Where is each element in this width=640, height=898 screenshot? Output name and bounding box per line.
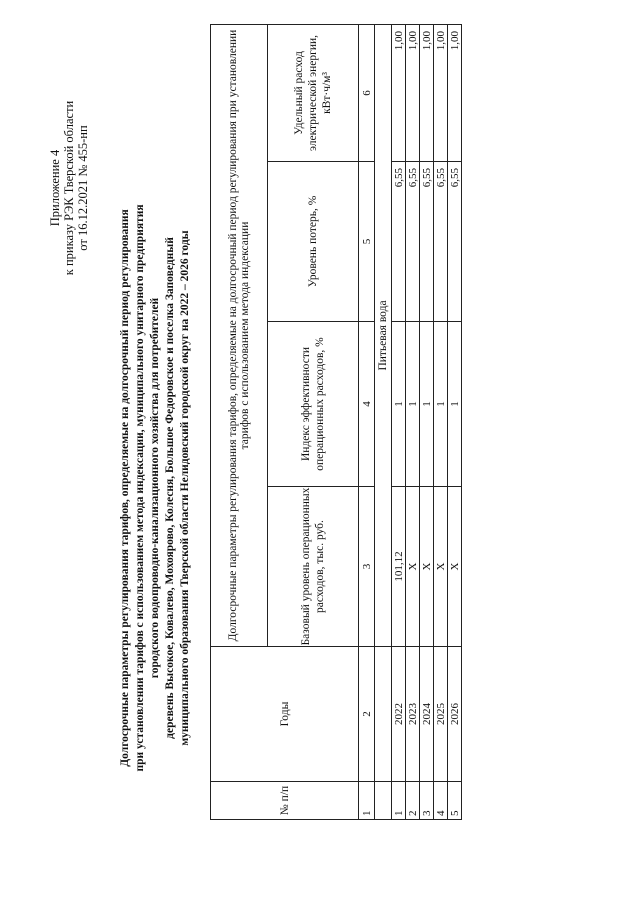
column-number: 6: [359, 24, 375, 161]
header-no: № п/п: [211, 782, 359, 820]
column-number: 3: [359, 487, 375, 647]
header-loss-level: Уровень потерь, %: [268, 162, 359, 322]
header-efficiency-index: Индекс эффективности операционных расходов, %: [268, 322, 359, 487]
row-efficiency-index: 1: [392, 322, 406, 487]
row-base-opex: X: [448, 487, 462, 647]
row-loss-level: 6,55: [392, 162, 406, 322]
appendix-note: [48, 38, 90, 338]
row-energy-use: 1,00: [406, 24, 420, 161]
row-base-opex: X: [434, 487, 448, 647]
table-row: [392, 24, 406, 819]
row-number: 1: [392, 782, 406, 820]
row-efficiency-index: 1: [434, 322, 448, 487]
row-efficiency-index: 1: [406, 322, 420, 487]
row-loss-level: 6,55: [434, 162, 448, 322]
row-loss-level: 6,55: [448, 162, 462, 322]
row-year: 2026: [448, 647, 462, 782]
section-empty-cell: [375, 647, 392, 782]
title-line-3: городского водопроводно-канализационного хозяйства для потребителей: [149, 297, 161, 679]
header-group: Долгосрочные параметры регулирования тарифов, определяемые на долгосрочный период регулирования при установлении тарифов с использованием метода индексации: [211, 24, 268, 646]
table-row: [448, 24, 462, 819]
header-years: Годы: [211, 647, 359, 782]
parameters-table: [210, 24, 462, 820]
section-empty-cell: [375, 782, 392, 820]
appendix-line-1: Приложение 4: [48, 149, 62, 227]
row-energy-use: 1,00: [434, 24, 448, 161]
title-line-1: Долгосрочные параметры регулирования тарифов, определяемые на долгосрочный период регулирования: [119, 209, 131, 767]
row-number: 4: [434, 782, 448, 820]
row-efficiency-index: 1: [448, 322, 462, 487]
row-year: 2025: [434, 647, 448, 782]
table-row: [434, 24, 448, 819]
appendix-line-2: к приказу РЭК Тверской области: [62, 100, 76, 276]
document-title: [118, 138, 193, 838]
row-energy-use: 1,00: [448, 24, 462, 161]
table-row: [420, 24, 434, 819]
column-number: 2: [359, 647, 375, 782]
row-loss-level: 6,55: [420, 162, 434, 322]
row-year: 2023: [406, 647, 420, 782]
row-number: 3: [420, 782, 434, 820]
column-number: 5: [359, 162, 375, 322]
row-base-opex: 101,12: [392, 487, 406, 647]
title-line-2: при установлении тарифов с использованием метода индексации, муниципального унитарного предприятия: [134, 204, 146, 772]
row-number: 5: [448, 782, 462, 820]
row-base-opex: X: [420, 487, 434, 647]
row-energy-use: 1,00: [392, 24, 406, 161]
column-number: 4: [359, 322, 375, 487]
row-loss-level: 6,55: [406, 162, 420, 322]
title-line-5: муниципального образования Тверской области Нелидовский городской округ на 2022 – 2026 годы: [179, 230, 191, 746]
column-number: 1: [359, 782, 375, 820]
title-line-4: деревень Высокое, Ковалево, Мохоярово, Колесня, Большое Федоровское и поселка Заповедный: [164, 237, 176, 739]
row-efficiency-index: 1: [420, 322, 434, 487]
row-energy-use: 1,00: [420, 24, 434, 161]
row-year: 2022: [392, 647, 406, 782]
column-number-row: [359, 24, 375, 819]
header-base-opex: Базовый уровень операционных расходов, тыс. руб.: [268, 487, 359, 647]
header-energy-use: Удельный расход электрической энергии, кВт·ч/м³: [268, 24, 359, 161]
row-year: 2024: [420, 647, 434, 782]
table-row: [406, 24, 420, 819]
section-title: Питьевая вода: [375, 24, 392, 646]
section-row: [375, 24, 392, 819]
row-base-opex: X: [406, 487, 420, 647]
appendix-line-3: от 16.12.2021 № 455-нп: [76, 125, 90, 251]
row-number: 2: [406, 782, 420, 820]
table-header-row: [211, 24, 268, 819]
